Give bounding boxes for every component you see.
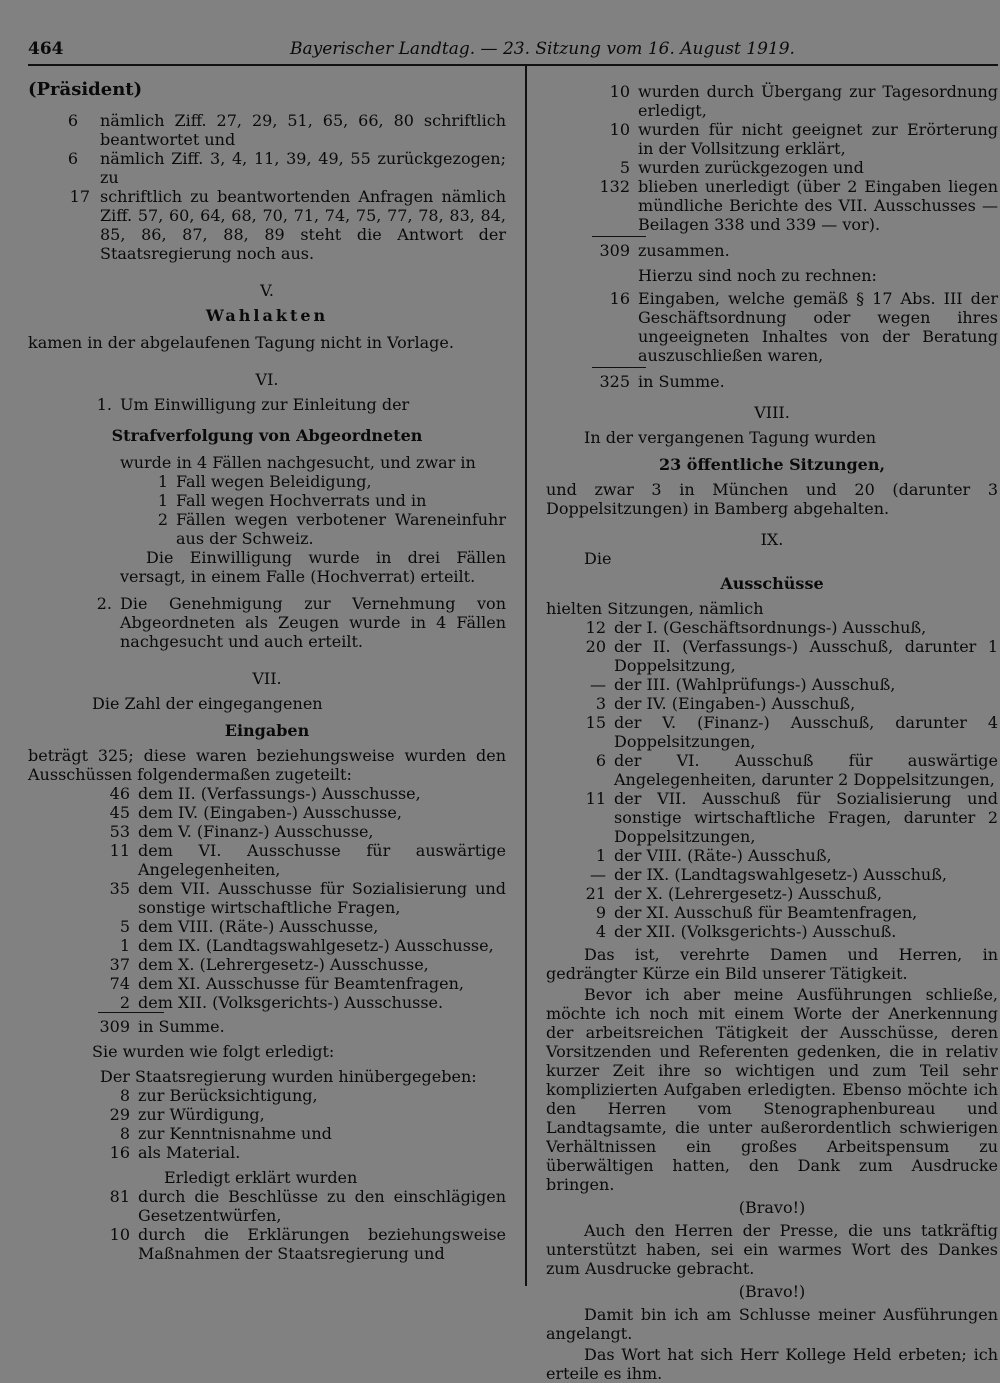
- section-text: und zwar 3 in München und 20 (darunter 3 Doppelsitzungen) in Bamberg abgehalten.: [546, 480, 998, 518]
- paragraph: Das Wort hat sich Herr Kollege Held erbeten; ich erteile es ihm.: [546, 1345, 998, 1383]
- list-item: 15 der V. (Finanz-) Ausschuß, darunter 4 Doppelsitzungen,: [585, 713, 998, 751]
- section-heading-strafverfolgung: Strafverfolgung von Abgeordneten: [111, 426, 423, 445]
- list-item: 2. Die Genehmigung zur Vernehmung von Abgeordneten als Zeugen wurde in 4 Fällen nachgesucht und auch erteilt.: [96, 594, 506, 651]
- sum-line: 309 in Summe.: [99, 1017, 225, 1036]
- intro-list: [28, 111, 506, 263]
- list-item: 6 nämlich Ziff. 27, 29, 51, 65, 66, 80 schriftlich beantwortet und: [67, 111, 506, 149]
- sum-line: 325 in Summe.: [599, 372, 725, 391]
- list-item: 10 wurden für nicht geeignet zur Erörterung in der Vollsitzung erklärt,: [609, 120, 998, 158]
- column-divider: [525, 66, 527, 1286]
- list-item: 1 der VIII. (Räte-) Ausschuß,: [595, 846, 832, 865]
- section-text: beträgt 325; diese waren beziehungsweise wurden den Ausschüssen folgendermaßen zugeteilt:: [28, 746, 506, 784]
- list-item: 37 dem X. (Lehrergesetz-) Ausschusse,: [109, 955, 429, 974]
- section-number-viii: VIII.: [754, 403, 790, 422]
- speaker-label: (Präsident): [28, 79, 143, 100]
- section-number-ix: IX.: [760, 530, 784, 549]
- list-item: 1. Um Einwilligung zur Einleitung der: [96, 395, 410, 414]
- section-text: wurde in 4 Fällen nachgesucht, und zwar in: [120, 453, 476, 472]
- list-item: 1 Fall wegen Hochverrats und in: [157, 491, 427, 510]
- section-text: kamen in der abgelaufenen Tagung nicht in Vorlage.: [28, 333, 454, 352]
- list-item: 5 wurden zurückgezogen und: [619, 158, 864, 177]
- paragraph: Das ist, verehrte Damen und Herren, in gedrängter Kürze ein Bild unserer Tätigkeit.: [546, 945, 998, 983]
- page-header: [0, 40, 1000, 64]
- sum-rule: [98, 1012, 164, 1013]
- header-rule: [28, 64, 998, 66]
- continued-list: [546, 82, 998, 234]
- sum-rule: [592, 236, 646, 237]
- section-number-v: V.: [260, 281, 274, 300]
- section-text: Die: [584, 549, 612, 568]
- interjection: (Bravo!): [738, 1198, 806, 1217]
- list-item: 2 Fällen wegen verbotener Wareneinfuhr aus der Schweiz.: [157, 510, 506, 548]
- list-item: 45 dem IV. (Eingaben-) Ausschusse,: [109, 803, 402, 822]
- list-item: 29 zur Würdigung,: [109, 1105, 265, 1124]
- list-item: — der III. (Wahlprüfungs-) Ausschuß,: [590, 675, 896, 694]
- paragraph: Bevor ich aber meine Ausführungen schließe, möchte ich noch mit einem Worte der Anerkennung der arbeitsreichen Tätigkeit der Ausschüsse, deren Vorsitzenden und Referenten gedenken, die in relativ kurzer Zeit ihre so wichtigen und zum Teil sehr komplizierten Aufgaben erledigten. Ebenso möchte ich den Herren vom Stenographenbureau und Landtagsamte, die unter außerordentlich schwierigen Verhältnissen ein großes Arbeitspensum zu überwältigen hatten, den Dank zum Ausdrucke bringen.: [546, 985, 998, 1194]
- list-item: 9 der XI. Ausschuß für Beamtenfragen,: [595, 903, 918, 922]
- section-heading-eingaben: Eingaben: [224, 721, 310, 740]
- list-item: 6 nämlich Ziff. 3, 4, 11, 39, 49, 55 zurückgezogen; zu: [67, 149, 506, 187]
- left-column: [28, 80, 506, 1263]
- list-item: 5 dem VIII. (Räte-) Ausschusse,: [119, 917, 379, 936]
- list-item: 46 dem II. (Verfassungs-) Ausschusse,: [109, 784, 421, 803]
- erkl-list: [28, 1187, 506, 1263]
- interjection: (Bravo!): [738, 1282, 806, 1301]
- list-item: 21 der X. (Lehrergesetz-) Ausschuß,: [585, 884, 883, 903]
- list-item: 12 der I. (Geschäftsordnungs-) Ausschuß,: [585, 618, 927, 637]
- list-item: 17 schriftlich zu beantwortenden Anfragen nämlich Ziff. 57, 60, 64, 68, 70, 71, 74, 75, 77, 78, 83, 84, 85, 86, 87, 88, 89 steht die Antwort der Staatsregierung noch aus.: [69, 187, 506, 263]
- section-text: In der vergangenen Tagung wurden: [584, 428, 877, 447]
- section-text: Die Zahl der eingegangenen: [92, 694, 323, 713]
- list-item: 53 dem V. (Finanz-) Ausschusse,: [109, 822, 374, 841]
- list-item: 10 wurden durch Übergang zur Tagesordnung erledigt,: [609, 82, 998, 120]
- list-item: 20 der II. (Verfassungs-) Ausschuß, darunter 1 Doppelsitzung,: [585, 637, 998, 675]
- page-number: 464: [28, 39, 64, 59]
- list-item: 81 durch die Beschlüsse zu den einschlägigen Gesetzentwürfen,: [109, 1187, 506, 1225]
- section-heading-sitzungen: 23 öffentliche Sitzungen,: [658, 455, 886, 474]
- list-item: 8 zur Berücksichtigung,: [119, 1086, 318, 1105]
- section-text: hielten Sitzungen, nämlich: [546, 599, 764, 618]
- list-item: 4 der XII. (Volksgerichts-) Ausschuß.: [595, 922, 897, 941]
- right-column: [546, 82, 998, 1383]
- eingaben-list: [28, 784, 506, 1012]
- list-item: 16 Eingaben, welche gemäß § 17 Abs. III der Geschäftsordnung oder wegen ihres ungeeigneten Inhaltes von der Beratung auszuschließen waren,: [609, 289, 998, 365]
- paragraph: Auch den Herren der Presse, die uns tatkräftig unterstützt haben, sei ein warmes Wort des Dankes zum Ausdrucke gebracht.: [546, 1221, 998, 1278]
- list-item: 16 als Material.: [109, 1143, 241, 1162]
- ueber-list: [28, 1086, 506, 1162]
- section-text: Erledigt erklärt wurden: [164, 1168, 358, 1187]
- list-item: 1 Fall wegen Beleidigung,: [157, 472, 372, 491]
- paragraph: Damit bin ich am Schlusse meiner Ausführungen angelangt.: [546, 1305, 998, 1343]
- section-number-vii: VII.: [252, 669, 282, 688]
- list-item: 132 blieben unerledigt (über 2 Eingaben liegen mündliche Berichte des VII. Ausschusses — Beilagen 338 und 339 — vor).: [599, 177, 998, 234]
- list-item: 10 durch die Erklärungen beziehungsweise Maßnahmen der Staatsregierung und: [109, 1225, 506, 1263]
- list-item: 2 dem XII. (Volksgerichts-) Ausschusse.: [119, 993, 444, 1012]
- list-item: 1 dem IX. (Landtagswahlgesetz-) Ausschusse,: [119, 936, 494, 955]
- running-title: Bayerischer Landtag. — 23. Sitzung vom 16. August 1919.: [290, 39, 795, 59]
- list-item: 8 zur Kenntnisnahme und: [119, 1124, 332, 1143]
- list-item: 11 der VII. Ausschuß für Sozialisierung und sonstige wirtschaftliche Fragen, darunter 2 Doppelsitzungen,: [585, 789, 998, 846]
- sum-rule: [592, 367, 646, 368]
- list-item: — der IX. (Landtagswahlgesetz-) Ausschuß,: [590, 865, 947, 884]
- list-item: 74 dem XI. Ausschusse für Beamtenfragen,: [109, 974, 464, 993]
- sum-line: 309 zusammen.: [599, 241, 730, 260]
- cases-list: [28, 472, 506, 548]
- list-item: 6 der VI. Ausschuß für auswärtige Angelegenheiten, darunter 2 Doppelsitzungen,: [595, 751, 998, 789]
- list-item: 11 dem VI. Ausschusse für auswärtige Angelegenheiten,: [109, 841, 506, 879]
- section-text: Hierzu sind noch zu rechnen:: [638, 266, 877, 285]
- section-text: Sie wurden wie folgt erledigt:: [92, 1042, 335, 1061]
- ausschuss-list: [546, 618, 998, 941]
- section-text: Der Staatsregierung wurden hinübergegeben:: [100, 1067, 477, 1086]
- section-text: Die Einwilligung wurde in drei Fällen versagt, in einem Falle (Hochverrat) erteilt.: [120, 548, 506, 586]
- section-number-vi: VI.: [255, 370, 279, 389]
- section-heading-wahlakten: Wahlakten: [205, 306, 329, 325]
- list-item: 35 dem VII. Ausschusse für Sozialisierung und sonstige wirtschaftliche Fragen,: [109, 879, 506, 917]
- list-item: 3 der IV. (Eingaben-) Ausschuß,: [595, 694, 856, 713]
- section-heading-ausschuesse: Ausschüsse: [720, 574, 824, 593]
